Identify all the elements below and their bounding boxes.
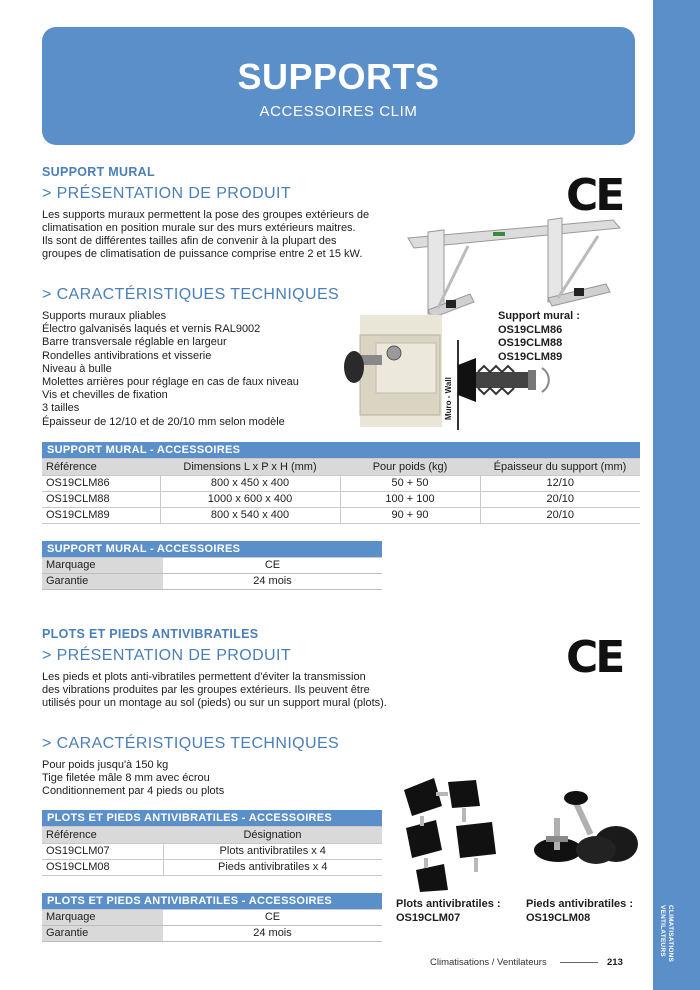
support-spec-table bbox=[42, 541, 382, 590]
wall-bracket-image bbox=[398, 210, 630, 320]
column-header: Désignation bbox=[163, 826, 382, 843]
table-row: OS19CLM07 Plots antivibratiles x 4 bbox=[42, 843, 382, 859]
column-header: Pour poids (kg) bbox=[340, 458, 480, 475]
plots-spec-table bbox=[42, 893, 382, 942]
wall-label: Muro - Wall bbox=[444, 377, 453, 420]
list-item: Électro galvanisés laqués et vernis RAL9002 bbox=[42, 323, 261, 336]
table-row: Marquage CE bbox=[42, 557, 382, 573]
table-row: Marquage CE bbox=[42, 909, 382, 925]
table-title: SUPPORT MURAL - ACCESSOIRES bbox=[42, 442, 640, 458]
presentation-text: Les pieds et plots anti-vibratiles permettent d'éviter la transmission des vibrations produites par les groupes extérieurs. Ils peuvent être utilisés pour un montage au sol (pieds) ou sur un support mural (plots). bbox=[42, 671, 387, 709]
support-caption: Support mural : OS19CLM86 OS19CLM88 OS19CLM89 bbox=[498, 310, 580, 363]
table-row: OS19CLM88 1000 x 600 x 400 100 + 100 20/10 bbox=[42, 491, 640, 507]
support-table bbox=[42, 442, 640, 524]
list-item: Rondelles antivibrations et visserie bbox=[42, 349, 212, 362]
page-number: 213 bbox=[607, 957, 623, 968]
list-item: Molettes arrières pour réglage en cas de faux niveau bbox=[42, 376, 299, 389]
page-title: SUPPORTS bbox=[237, 56, 440, 97]
list-item: 3 tailles bbox=[42, 402, 80, 415]
plots-photo bbox=[396, 778, 511, 893]
column-header: Référence bbox=[42, 826, 163, 843]
caracteristiques-list bbox=[42, 310, 299, 429]
page-header bbox=[42, 27, 635, 145]
table-title: PLOTS ET PIEDS ANTIVIBRATILES - ACCESSOIRES bbox=[42, 893, 382, 909]
list-item: Conditionnement par 4 pieds ou plots bbox=[42, 785, 225, 798]
footer-divider bbox=[560, 962, 598, 963]
table-row: Garantie 24 mois bbox=[42, 573, 382, 589]
list-item: Supports muraux pliables bbox=[42, 310, 167, 322]
presentation-text: Les supports muraux permettent la pose des groupes extérieurs de climatisation en position murale sur des murs extérieurs maitres. Ils sont de différentes tailles afin de convenir à la plupart des groupes de climatisation de puissance comprise entre 2 et 15 kW. bbox=[42, 209, 370, 260]
pieds-caption: Pieds antivibratiles : OS19CLM08 bbox=[526, 898, 633, 924]
plots-caption: Plots antivibratiles : OS19CLM07 bbox=[396, 898, 501, 924]
column-header: Dimensions L x P x H (mm) bbox=[160, 458, 340, 475]
table-row: OS19CLM08 Pieds antivibratiles x 4 bbox=[42, 859, 382, 875]
presentation-heading: > PRÉSENTATION DE PRODUIT bbox=[42, 185, 291, 202]
list-item: Tige filetée mâle 8 mm avec écrou bbox=[42, 772, 210, 785]
list-item: Vis et chevilles de fixation bbox=[42, 389, 168, 402]
table-row: OS19CLM86 800 x 450 x 400 50 + 50 12/10 bbox=[42, 475, 640, 491]
page-subtitle: ACCESSOIRES CLIM bbox=[259, 103, 418, 120]
list-item: Barre transversale réglable en largeur bbox=[42, 336, 227, 349]
caracteristiques-list bbox=[42, 759, 224, 799]
plots-table bbox=[42, 810, 382, 876]
list-item: Niveau à bulle bbox=[42, 362, 112, 375]
ce-mark: CE bbox=[566, 632, 623, 683]
footer-text: Climatisations / Ventilateurs bbox=[430, 957, 547, 968]
side-band bbox=[653, 0, 700, 990]
list-item: Pour poids jusqu'à 150 kg bbox=[42, 759, 169, 771]
ce-mark: CE bbox=[566, 170, 623, 221]
caracteristiques-heading: > CARACTÉRISTIQUES TECHNIQUES bbox=[42, 735, 340, 752]
list-item: Épaisseur de 12/10 et de 20/10 mm selon modèle bbox=[42, 415, 285, 428]
column-header: Épaisseur du support (mm) bbox=[480, 458, 640, 475]
caracteristiques-heading: > CARACTÉRISTIQUES TECHNIQUES bbox=[42, 286, 340, 303]
wall-adjust-photo bbox=[340, 315, 442, 427]
table-title: PLOTS ET PIEDS ANTIVIBRATILES - ACCESSOIRES bbox=[42, 810, 382, 826]
table-row: OS19CLM89 800 x 540 x 400 90 + 90 20/10 bbox=[42, 507, 640, 523]
table-title: SUPPORT MURAL - ACCESSOIRES bbox=[42, 541, 382, 557]
presentation-heading: > PRÉSENTATION DE PRODUIT bbox=[42, 647, 291, 664]
table-row: Garantie 24 mois bbox=[42, 925, 382, 941]
pieds-photo bbox=[522, 788, 640, 870]
section-title-plots: PLOTS ET PIEDS ANTIVIBRATILES bbox=[42, 627, 259, 641]
side-category-label: CLIMATISATIONS VENTILATEURS bbox=[659, 905, 674, 963]
column-header: Référence bbox=[42, 458, 160, 475]
section-title-support-mural: SUPPORT MURAL bbox=[42, 165, 155, 179]
